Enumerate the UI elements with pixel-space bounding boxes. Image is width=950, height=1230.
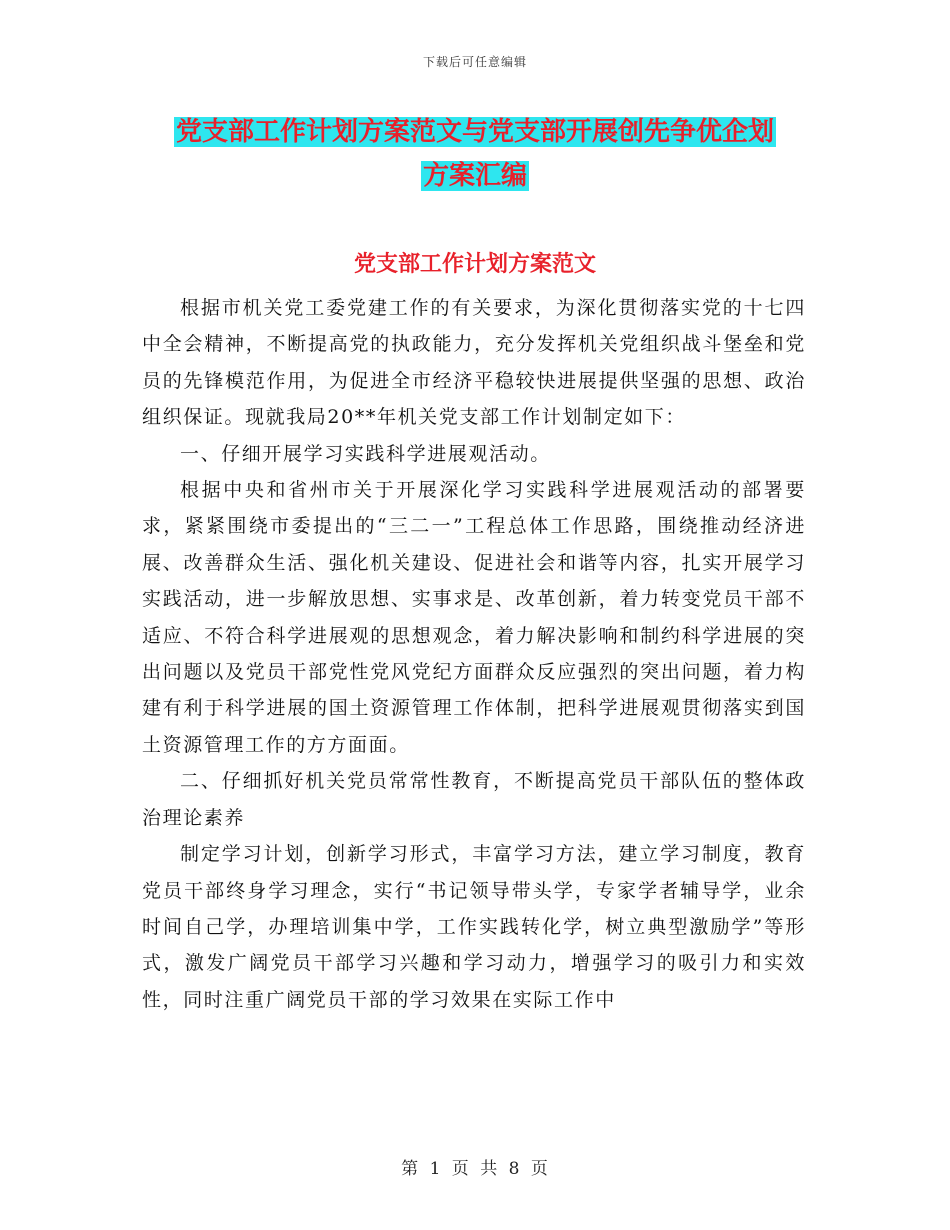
page-footer: 第 1 页 共 8 页	[401, 1159, 549, 1179]
header-note: 下载后可任意编辑	[422, 55, 527, 69]
paragraph-item-2: 制定学习计划，创新学习形式，丰富学习方法，建立学习制度，教育党员干部终身学习理念，实行“书记领导带头学，专家学者辅导学，业余时间自己学，办理培训集中学，工作实践转化学，树立典型激励学”等形式，激发广阔党员干部学习兴趣和学习动力，增强学习的吸引力和实效性，同时注重广阔党员干部的学习效果在实际工作中	[142, 843, 806, 1011]
heading-item-1: 一、仔细开展学习实践科学进展观活动。	[180, 442, 551, 465]
paragraph-intro: 根据市机关党工委党建工作的有关要求，为深化贯彻落实党的十七四中全会精神，不断提高党的执政能力，充分发挥机关党组织战斗堡垒和党员的先锋模范作用，为促进全市经济平稳较快进展提供坚强的思想、政治组织保证。现就我局20**年机关党支部工作计划制定如下：	[142, 297, 806, 429]
title-line-1: 党支部工作计划方案范文与党支部开展创先争优企划	[175, 117, 774, 147]
title-line-2: 方案汇编	[422, 161, 527, 191]
paragraph-item-1: 根据中央和省州市关于开展深化学习实践科学进展观活动的部署要求，紧紧围绕市委提出的“三二一”工程总体工作思路，围绕推动经济进展、改善群众生活、强化机关建设、促进社会和谐等内容，扎实开展学习实践活动，进一步解放思想、实事求是、改革创新，着力转变党员干部不适应、不符合科学进展观的思想观念，着力解决影响和制约科学进展的突出问题以及党员干部党性党风党纪方面群众反应强烈的突出问题，着力构建有利于科学进展的国土资源管理工作体制，把科学进展观贯彻落实到国土资源管理工作的方方面面。	[142, 479, 806, 756]
section-title: 党支部工作计划方案范文	[353, 252, 596, 277]
heading-item-2: 二、仔细抓好机关党员常常性教育，不断提高党员干部队伍的整体政治理论素养	[142, 770, 806, 829]
body-text	[142, 290, 806, 1018]
document-title	[0, 110, 950, 198]
